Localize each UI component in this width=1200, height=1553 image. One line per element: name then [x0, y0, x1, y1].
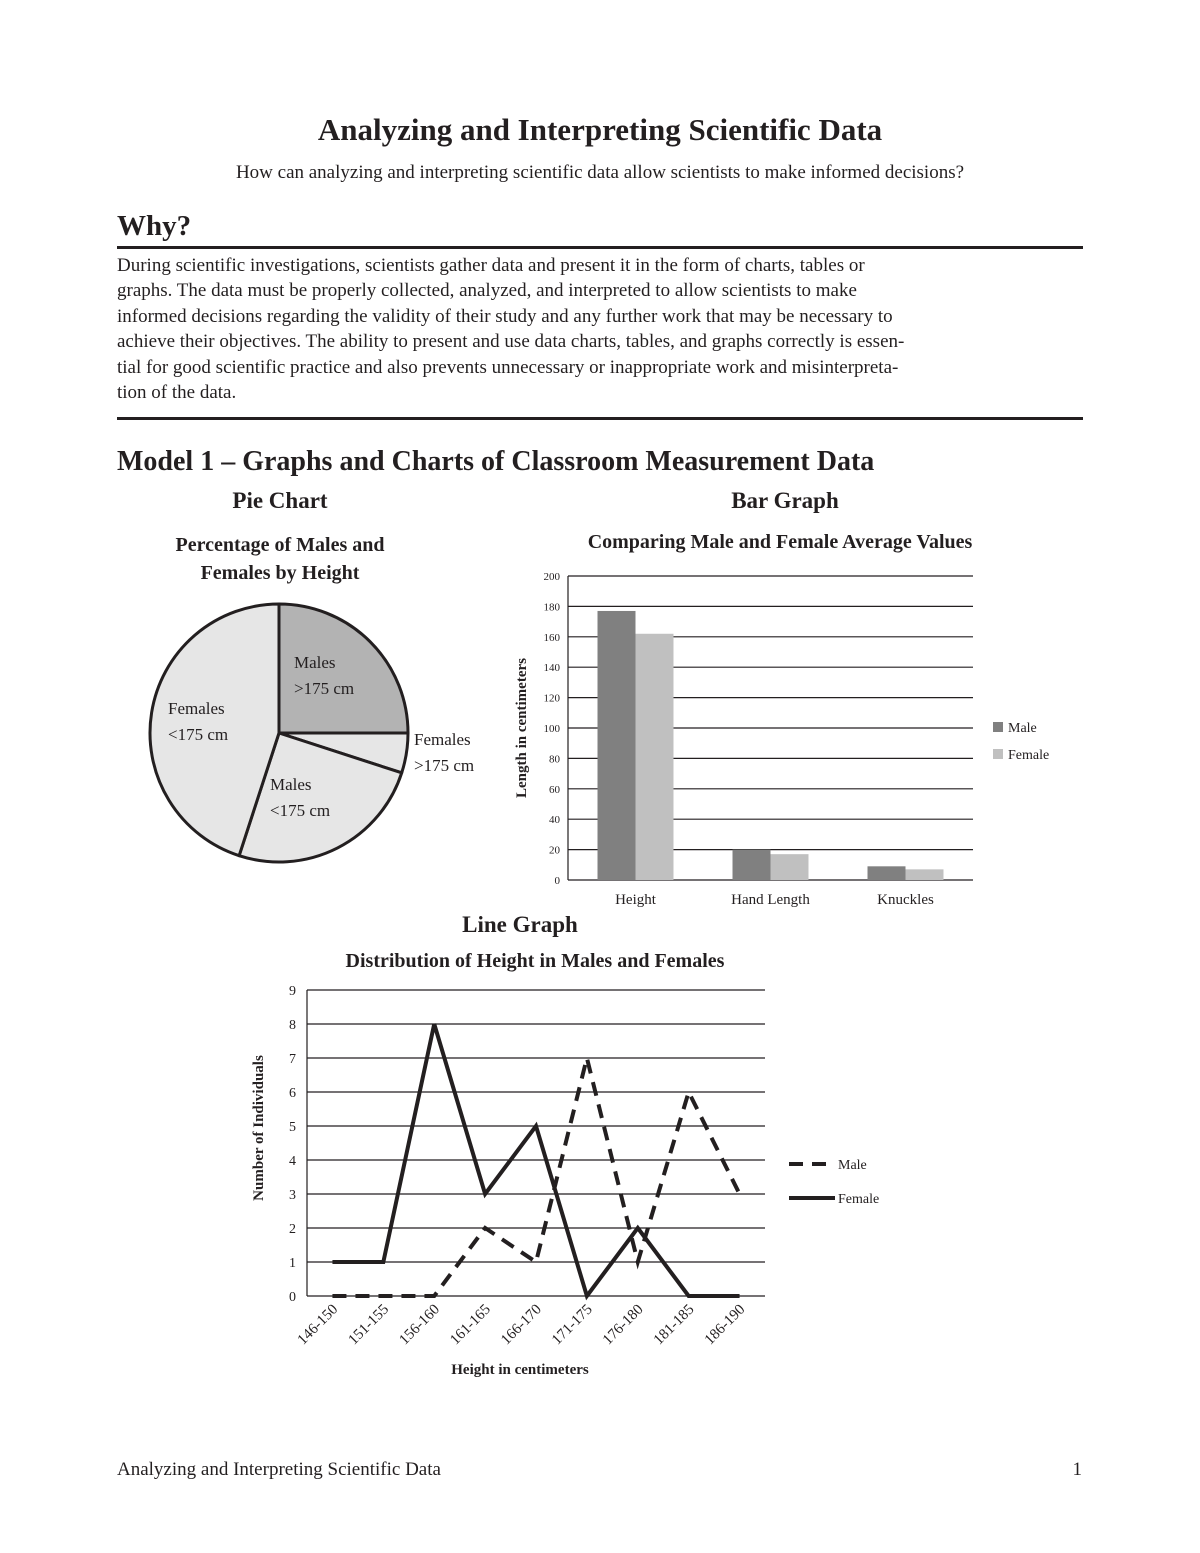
page-title: Analyzing and Interpreting Scientific Data — [317, 112, 883, 147]
bar-y-tick-label: 0 — [554, 875, 560, 887]
line-x-tick-label: 186-190 — [701, 1301, 749, 1349]
line-y-tick-label: 7 — [289, 1052, 296, 1067]
bar-y-tick-label: 180 — [543, 601, 560, 614]
bar-legend-label: Female — [1008, 748, 1050, 763]
line-x-tick-label: 176-180 — [599, 1301, 647, 1349]
bar-y-axis-label: Length in centimeters — [514, 658, 530, 798]
why-line: graphs. The data must be properly collected, analyzed, and interpreted to allow scientists to make — [117, 280, 857, 302]
why-line: tion of the data. — [117, 382, 237, 404]
line-x-tick-label: 171-175 — [549, 1301, 596, 1349]
pie-title-line: Percentage of Males and — [175, 534, 385, 556]
bar-x-tick-label: Height — [615, 892, 656, 908]
bar-x-tick-label: Knuckles — [877, 892, 934, 908]
bar-y-tick-label: 160 — [543, 631, 560, 644]
pie-slice-label: Males — [294, 653, 336, 672]
page-number: 1 — [1072, 1459, 1082, 1480]
line-x-tick-label: 166-170 — [498, 1301, 545, 1349]
bar-legend-label: Male — [1008, 721, 1037, 736]
line-y-tick-label: 1 — [289, 1256, 296, 1271]
line-y-tick-label: 6 — [289, 1086, 296, 1101]
line-x-tick-label: 181-185 — [650, 1301, 698, 1349]
line-y-tick-label: 4 — [289, 1154, 296, 1169]
line-graph-heading: Line Graph — [462, 912, 578, 937]
bar-y-tick-label: 120 — [543, 692, 560, 705]
line-legend-label: Female — [838, 1192, 880, 1207]
pie-title-line: Females by Height — [200, 562, 360, 584]
bar-x-tick-label: Hand Length — [731, 892, 810, 908]
bar-y-tick-label: 200 — [543, 571, 560, 583]
why-line: During scientific investigations, scientists gather data and present it in the form of charts, tables or — [117, 255, 865, 276]
line-x-tick-label: 156-160 — [396, 1301, 444, 1349]
line-y-tick-label: 8 — [289, 1018, 296, 1033]
why-line: informed decisions regarding the validity of their study and any further work that may be necessary to — [117, 305, 893, 327]
page-subtitle: How can analyzing and interpreting scientific data allow scientists to make informed decisions? — [235, 162, 965, 183]
pie-slice-label: >175 cm — [414, 756, 475, 775]
why-line: achieve their objectives. The ability to present and use data charts, tables, and graphs correctly is essen- — [117, 331, 905, 353]
model-heading: Model 1 – Graphs and Charts of Classroom Measurement Data — [117, 446, 875, 477]
pie-slice-label: Females — [414, 730, 471, 749]
line-series-male — [332, 1058, 739, 1296]
line-legend-label: Male — [838, 1158, 867, 1173]
line-x-tick-label: 146-150 — [294, 1301, 342, 1349]
why-line: tial for good scientific practice and also prevents unnecessary or inappropriate work and misinterpreta- — [117, 356, 899, 378]
bar-y-tick-label: 20 — [549, 844, 560, 857]
line-x-axis-label: Height in centimeters — [451, 1362, 589, 1378]
line-y-tick-label: 2 — [289, 1222, 296, 1237]
pie-slice-label: <175 cm — [168, 725, 229, 744]
bar-y-tick-label: 40 — [549, 814, 560, 827]
bar-graph-heading: Bar Graph — [731, 488, 839, 513]
line-y-tick-label: 0 — [289, 1290, 296, 1305]
line-x-tick-label: 151-155 — [345, 1301, 393, 1349]
footer-title: Analyzing and Interpreting Scientific Data — [117, 1459, 441, 1480]
why-heading: Why? — [117, 210, 192, 242]
bar-y-tick-label: 140 — [543, 662, 560, 675]
pie-slice-label: Males — [270, 775, 312, 794]
bar-y-tick-label: 60 — [549, 783, 560, 796]
line-y-axis-label: Number of Individuals — [251, 1055, 267, 1201]
line-y-tick-label: 5 — [289, 1120, 296, 1135]
pie-chart-heading: Pie Chart — [232, 488, 328, 513]
bar-graph-title: Comparing Male and Female Average Values — [587, 531, 973, 553]
line-x-tick-label: 161-165 — [447, 1301, 494, 1349]
line-y-tick-label: 3 — [289, 1188, 296, 1203]
pie-slice-label: <175 cm — [270, 801, 331, 820]
line-y-tick-label: 9 — [289, 984, 296, 999]
pie-slice-label: >175 cm — [294, 679, 355, 698]
bar-y-tick-label: 80 — [549, 753, 560, 766]
line-graph-title: Distribution of Height in Males and Females — [345, 950, 725, 972]
bar-y-tick-label: 100 — [543, 723, 560, 735]
pie-slice-label: Females — [168, 699, 225, 718]
